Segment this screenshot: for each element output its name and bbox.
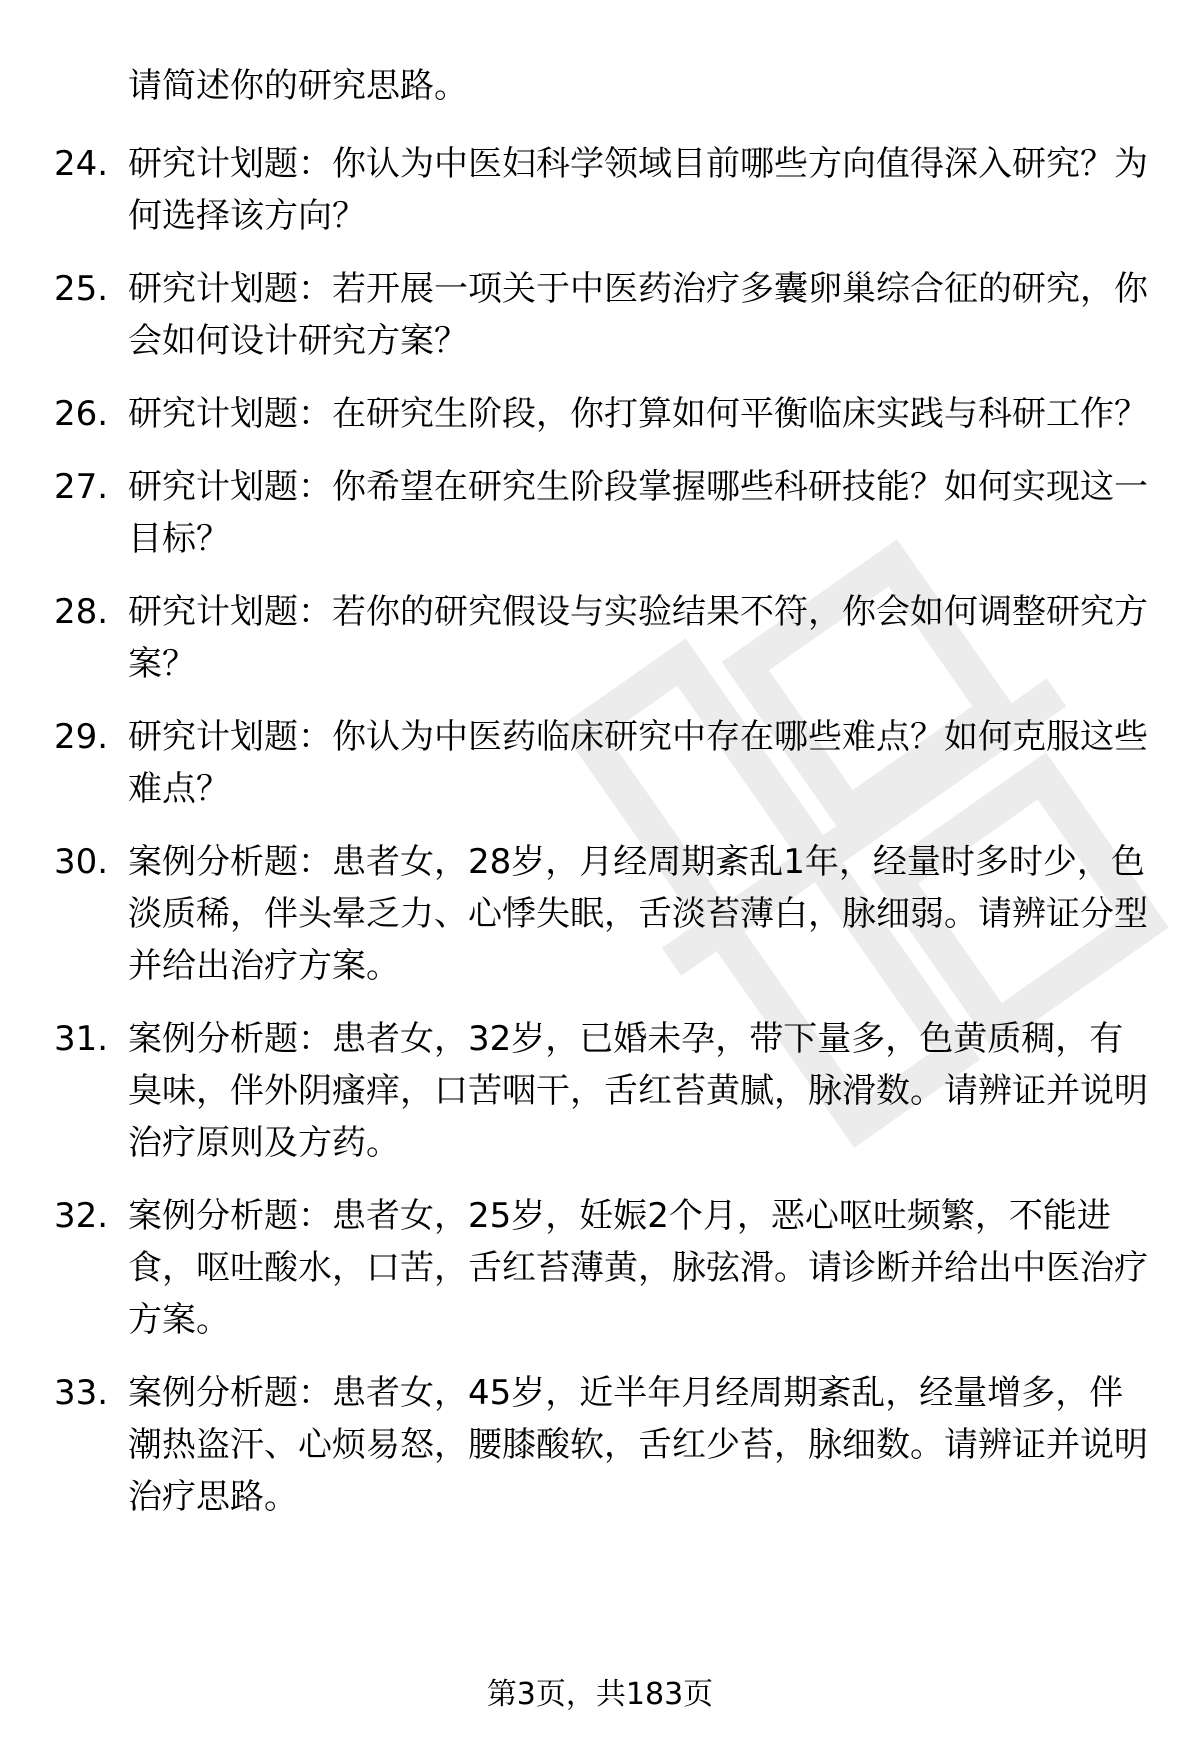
question-item (0, 138, 1200, 242)
question-item (0, 263, 1200, 367)
question-text: 研究计划题：若开展一项关于中医药治疗多囊卵巢综合征的研究，你会如何设计研究方案？ (128, 269, 1148, 361)
question-number: 26. (54, 394, 109, 434)
question-number: 25. (54, 269, 109, 309)
question-number: 31. (54, 1019, 109, 1059)
question-number: 33. (54, 1373, 109, 1413)
question-item (0, 711, 1200, 815)
question-item (0, 586, 1200, 690)
question-text: 案例分析题：患者女，45岁，近半年月经周期紊乱，经量增多，伴潮热盗汗、心烦易怒，腰膝酸软，舌红少苔，脉细数。请辨证并说明治疗思路。 (128, 1373, 1148, 1517)
question-item (0, 1013, 1200, 1169)
question-text: 案例分析题：患者女，28岁，月经周期紊乱1年，经量时多时少，色淡质稀，伴头晕乏力、心悸失眠，舌淡苔薄白，脉细弱。请辨证分型并给出治疗方案。 (128, 842, 1148, 986)
question-item (0, 1367, 1200, 1523)
question-text: 研究计划题：你认为中医药临床研究中存在哪些难点？如何克服这些难点？ (128, 717, 1148, 809)
question-number: 24. (54, 144, 109, 184)
continuation-text: 请简述你的研究思路。 (128, 66, 468, 106)
question-number: 29. (54, 717, 109, 757)
question-text: 研究计划题：若你的研究假设与实验结果不符，你会如何调整研究方案？ (128, 592, 1148, 684)
question-number: 28. (54, 592, 109, 632)
question-item (0, 388, 1200, 440)
question-item (0, 836, 1200, 992)
page-footer: 第3页，共183页 (486, 1677, 714, 1712)
question-number: 27. (54, 467, 109, 507)
question-number: 32. (54, 1196, 109, 1236)
question-item (0, 461, 1200, 565)
question-text: 研究计划题：你希望在研究生阶段掌握哪些科研技能？如何实现这一目标？ (128, 467, 1148, 559)
question-text: 案例分析题：患者女，32岁，已婚未孕，带下量多，色黄质稠，有臭味，伴外阴瘙痒，口苦咽干，舌红苔黄腻，脉滑数。请辨证并说明治疗原则及方药。 (128, 1019, 1148, 1163)
question-text: 研究计划题：在研究生阶段，你打算如何平衡临床实践与科研工作？ (128, 394, 1148, 434)
question-text: 案例分析题：患者女，25岁，妊娠2个月，恶心呕吐频繁，不能进食，呕吐酸水，口苦，舌红苔薄黄，脉弦滑。请诊断并给出中医治疗方案。 (128, 1196, 1148, 1340)
question-item (0, 1190, 1200, 1346)
question-number: 30. (54, 842, 109, 882)
question-text: 研究计划题：你认为中医妇科学领域目前哪些方向值得深入研究？为何选择该方向？ (128, 144, 1148, 236)
question-list (0, 138, 1200, 1544)
